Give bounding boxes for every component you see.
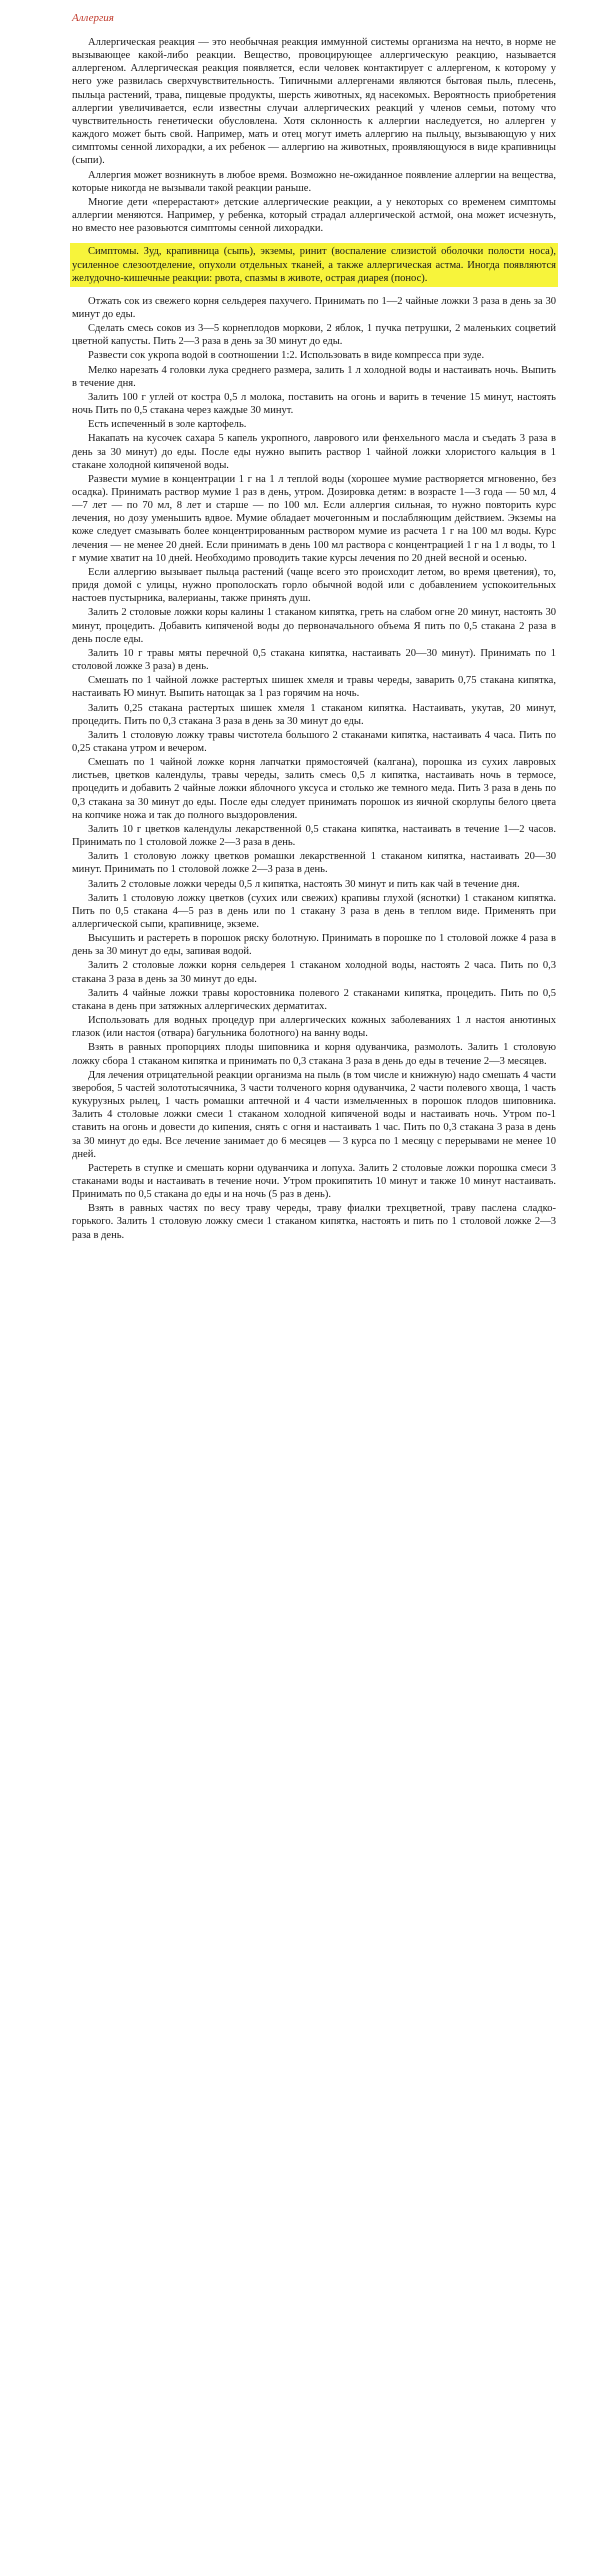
paragraph: Сделать смесь соков из 3—5 корнеплодов моркови, 2 яблок, 1 пучка петрушки, 2 маленьких соцветий цветной капусты. Пить 2—3 раза в день за 30 минут до еды. (72, 323, 556, 348)
article-body (72, 36, 556, 1242)
paragraph: Для лечения отрицательной реакции организма на пыль (в том числе и книжную) надо смешать 4 части зверобоя, 5 частей золототысячника, 3 части толченого корня одуванчика, 2 части полевого хвоща, 1 часть кукурузных рылец, 1 часть ромашки аптечной и 4 части измельченных в порошок плодов шиповника. Залить 4 столовые ложки смеси 1 стаканом холодной кипяченой воды и настаивать ночь. Утром по-1 ставить на огонь и довести до кипения, снять с огня и настаивать 1 час. Пить по 0,3 стакана 3 раза в день за 30 минут до еды. Все лечение занимает до 6 месяцев — 3 курса по 1 месяцу с перерывами не менее 10 дней. (72, 1069, 556, 1160)
paragraph: Залить 1 столовую ложку цветков (сухих или свежих) крапивы глухой (яснотки) 1 стаканом кипятка. Пить по 0,5 стакана 4—5 раз в день или по 1 стакану 3 раза в день в теплом виде. Применять при аллергической сыпи, крапивнице, экземе. (72, 892, 556, 930)
paragraph: Залить 4 чайные ложки травы коростовника полевого 2 стаканами кипятка, процедить. Пить по 0,5 стакана в день при затяжных аллергических дерматитах. (72, 987, 556, 1012)
paragraph: Взять в равных частях по весу траву череды, траву фиалки трехцветной, траву паслена сладко-горького. Залить 1 столовую ложку смеси 1 стаканом кипятка, настоять и пить по 1 столовой ложке 2—3 раза в день. (72, 1203, 556, 1241)
paragraph: Залить 10 г цветков календулы лекарственной 0,5 стакана кипятка, настаивать в течение 1—2 часов. Принимать по 1 столовой ложке 2—3 раза в день. (72, 823, 556, 849)
paragraph: Залить 0,25 стакана растертых шишек хмеля 1 стаканом кипятка. Настаивать, укутав, 20 минут, процедить. Пить по 0,3 стакана 3 раза в день за 30 минут до еды. (72, 702, 556, 727)
paragraph: Смешать по 1 чайной ложке растертых шишек хмеля и травы череды, заварить 0,75 стакана кипятка, настаивать Ю минут. Выпить натощак за 1 раз горячим на ночь. (72, 675, 556, 700)
paragraph: Залить 1 столовую ложку травы чистотела большого 2 стаканами кипятка, настаивать 4 часа. Пить по 0,25 стакана утром и вечером. (72, 729, 556, 754)
paragraph: Залить 100 г углей от костра 0,5 л молока, поставить на огонь и варить в течение 15 минут, настоять ночь Пить по 0,5 стакана через каждые 30 минут. (72, 391, 556, 417)
paragraph: Если аллергию вызывает пыльца растений (чаще всего это происходит летом, во время цветения), то, придя домой с улицы, нужно прополоскать горло обычной водой или с добавлением успокоительных настоев пустырника, валерианы, также принять душ. (72, 566, 556, 605)
paragraph: Есть испеченный в золе картофель. (88, 419, 247, 431)
page-title: Аллергия (72, 12, 114, 24)
paragraph: Смешать по 1 чайной ложке корня лапчатки прямостоячей (калгана), порошка из сухих лавровых листьев, цветков календулы, травы череды, залить смесь 0,5 л кипятка, настаивать ночь в термосе, процедить и добавить 2 чайные ложки яблочного уксуса и столько же темного меда. Пить 3 раза в день по 0,3 стакана за 30 минут до еды. После еды следует принимать порошок из яичной скорлупы белого цвета на копчике ножа и так до полного выздоровления. (72, 757, 556, 821)
paragraph: Мелко нарезать 4 головки лука среднего размера, залить 1 л холодной воды и настаивать ночь. Выпить в течение дня. (72, 364, 556, 389)
paragraph: Высушить и растереть в порошок ряску болотную. Принимать в порошке по 1 столовой ложке 4 раза в день за 30 минут до еды, запивая водой. (72, 933, 556, 958)
paragraph: Аллергия может возникнуть в любое время. Возможно не-ожиданное появление аллергии на вещества, которые никогда не вызывали такой реакции раньше. (72, 169, 556, 194)
paragraph: Отжать сок из свежего корня сельдерея пахучего. Принимать по 1—2 чайные ложки 3 раза в день за 30 минут до еды. (72, 295, 556, 320)
paragraph: Залить 2 столовые ложки корня сельдерея 1 стаканом холодной воды, настоять 2 часа. Пить по 0,3 стакана 3 раза в день за 30 минут до еды. (72, 960, 556, 985)
paragraph: Растереть в ступке и смешать корни одуванчика и лопуха. Залить 2 столовые ложки порошка смеси 3 стаканами воды и настаивать в течение ночи. Утром прокипятить 10 минут и также 10 минут настаивать. Принимать по 0,5 стакана до еды и на ночь (5 раз в день). (72, 1162, 556, 1201)
paragraph: Залить 10 г травы мяты перечной 0,5 стакана кипятка, настаивать 20—30 минут). Принимать по 1 столовой ложке 3 раза) в день. (72, 647, 556, 673)
paragraph: Взять в равных пропорциях плоды шиповника и корня одуванчика, размолоть. Залить 1 столовую ложку сбора 1 стаканом кипятка и принимать по 0,3 стакана 3 раза в день до еды в течение 2—3 месяцев. (72, 1042, 556, 1067)
paragraph: Многие дети «перерастают» детские аллергические реакции, а у некоторых со временем симптомы аллергии меняются. Например, у ребенка, который страдал аллергической астмой, она может исчезнуть, но вместо нее разовьются симптомы сенной лихорадки. (72, 196, 556, 235)
paragraph: Развести мумие в концентрации 1 г на 1 л теплой воды (хорошее мумие растворяется мгновенно, без осадка). Принимать раствор мумие 1 раз в день, утром. Дозировка детям: в возрасте 1—3 года — 50 мл, 4—7 лет — по 70 мл, 8 лет и старше — по 100 мл. Если аллергия сильная, то нужно повторить курс лечения, но дозу уменьшить вдвое. Мумие обладает мочегонным и послабляющим действием. Экземы на коже следует смазывать более концентрированным раствором мумие из расчета 1 г на 100 мл воды. Курс лечения — не менее 20 дней. Если принимать в день 100 мл раствора с концентрацией 1 г на 1 л воды, то 1 г мумие хватит на 10 дней. Необходимо проводить такие курсы лечения по 20 дней весной и осенью. (72, 473, 556, 564)
paragraph: Залить 1 столовую ложку цветков ромашки лекарственной 1 стаканом кипятка, настаивать 20—30 минут. Принимать по 1 столовой ложке 2—3 раза в день. (72, 851, 556, 876)
paragraph: Развести сок укропа водой в соотношении 1:2. Использовать в виде компресса при зуде. (88, 350, 485, 362)
paragraph: Аллергическая реакция — это необычная реакция иммунной системы организма на нечто, в норме не вызывающее какой-либо реакции. Вещество, провоцирующее аллергическую реакцию, называется аллергеном. Аллергическая реакция появляется, если человек контактирует с аллергеном, к которому у него уже развилась сверхчувствительность. Типичными аллергенами являются бытовая пыль, плесень, пыльца растений, трава, пищевые продукты, шерсть животных, яд насекомых. Вероятность приобретения аллергии увеличивается, если известны случаи аллергических реакций у членов семьи, потому что чувствительность генетически обусловлена. Хотя склонность к аллергии наследуется, но аллерген у каждого может быть свой. Например, мать и отец могут иметь аллергию на пыльцу, вызывающую у них симптомы сенной лихорадки, а их ребенок — аллергию на животных, проявляющуюся в виде крапивницы (сыпи). (72, 37, 556, 167)
paragraph: Использовать для водных процедур при аллергических кожных заболеваниях 1 л настоя анютиных глазок (или настоя (отвара) багульника болотного) на ванну воды. (72, 1015, 556, 1040)
paragraph: Залить 2 столовые ложки череды 0,5 л кипятка, настоять 30 минут и пить как чай в течение дня. (88, 878, 520, 890)
paragraph: Накапать на кусочек сахара 5 капель укропного, лаврового или фенхельного масла и съедать 3 раза в день за 30 минут) до еды. После еды нужно выпить раствор 1 чайной ложки хлористого кальция в 1 стакане холодной кипяченой воды. (72, 433, 556, 471)
paragraph: Залить 2 столовые ложки коры калины 1 стаканом кипятка, греть на слабом огне 20 минут, настоять 30 минут, процедить. Добавить кипяченой воды до первоначального объема Я пить по 0,5 стакана 2 раза в день после еды. (72, 607, 556, 645)
symptoms-highlight: Симптомы. Зуд, крапивница (сыпь), экземы, ринит (воспаление слизистой оболочки полости носа), усиленное слезоотделение, опухоли отдельных тканей, а также аллергическая астма. Иногда появляются желудочно-кишечные реакции: рвота, спазмы в животе, острая диарея (понос). (70, 243, 558, 286)
